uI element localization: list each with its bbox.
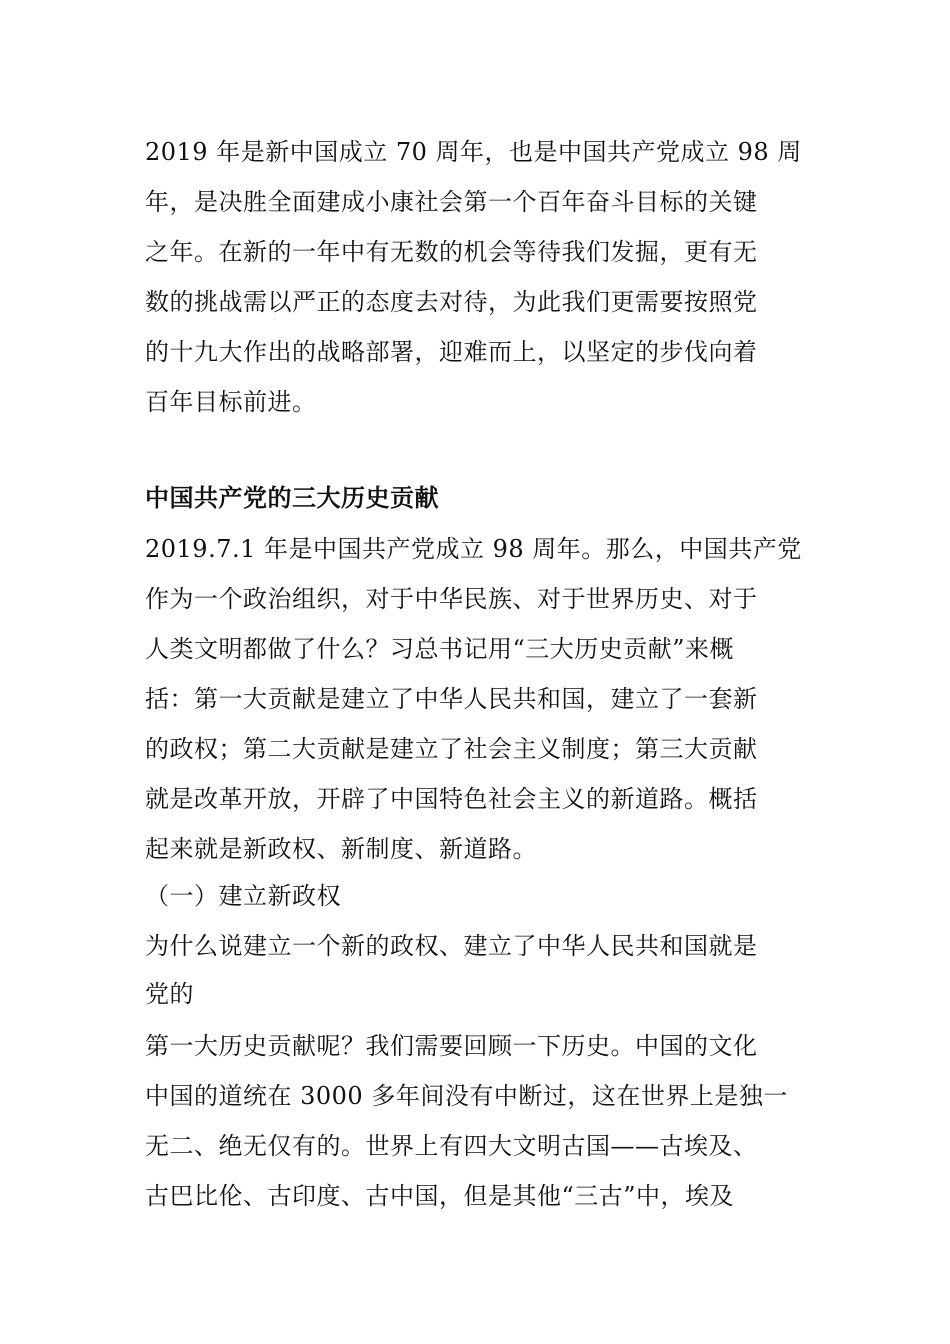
- intro-line: 的十九大作出的战略部署，迎难而上，以坚定的步伐向着: [145, 338, 758, 366]
- intro-line: 之年。在新的一年中有无数的机会等待我们发掘，更有无: [145, 238, 758, 266]
- body-line: 第一大历史贡献呢？我们需要回顾一下历史。中国的文化: [145, 1032, 758, 1060]
- paragraph-line: 2019.7.1 年是中国共产党成立 98 周年。那么，中国共产党: [145, 535, 802, 563]
- paragraph-line: 起来就是新政权、新制度、新道路。: [145, 835, 537, 863]
- body-line: 中国的道统在 3000 多年间没有中断过，这在世界上是独一: [145, 1082, 788, 1110]
- paragraph-line: 的政权；第二大贡献是建立了社会主义制度；第三大贡献: [145, 735, 758, 763]
- body-line: 为什么说建立一个新的政权、建立了中华人民共和国就是: [145, 932, 758, 960]
- paragraph-line: 人类文明都做了什么？习总书记用“三大历史贡献”来概: [145, 635, 735, 663]
- paragraph-line: 作为一个政治组织，对于中华民族、对于世界历史、对于: [145, 585, 758, 613]
- section-heading: 中国共产党的三大历史贡献: [145, 483, 439, 512]
- intro-line: 年，是决胜全面建成小康社会第一个百年奋斗目标的关键: [145, 188, 758, 216]
- subheading: （一）建立新政权: [145, 882, 341, 910]
- intro-line: 2019 年是新中国成立 70 周年，也是中国共产党成立 98 周: [145, 138, 802, 166]
- body-line: 古巴比伦、古印度、古中国，但是其他“三古”中，埃及: [145, 1182, 735, 1210]
- paragraph-line: 括：第一大贡献是建立了中华人民共和国，建立了一套新: [145, 685, 758, 713]
- intro-line: 百年目标前进。: [145, 388, 317, 416]
- paragraph-line: 就是改革开放，开辟了中国特色社会主义的新道路。概括: [145, 785, 758, 813]
- intro-line: 数的挑战需以严正的态度去对待，为此我们更需要按照党: [145, 288, 758, 316]
- body-line: 党的: [145, 980, 194, 1008]
- body-line: 无二、绝无仅有的。世界上有四大文明古国——古埃及、: [145, 1132, 758, 1160]
